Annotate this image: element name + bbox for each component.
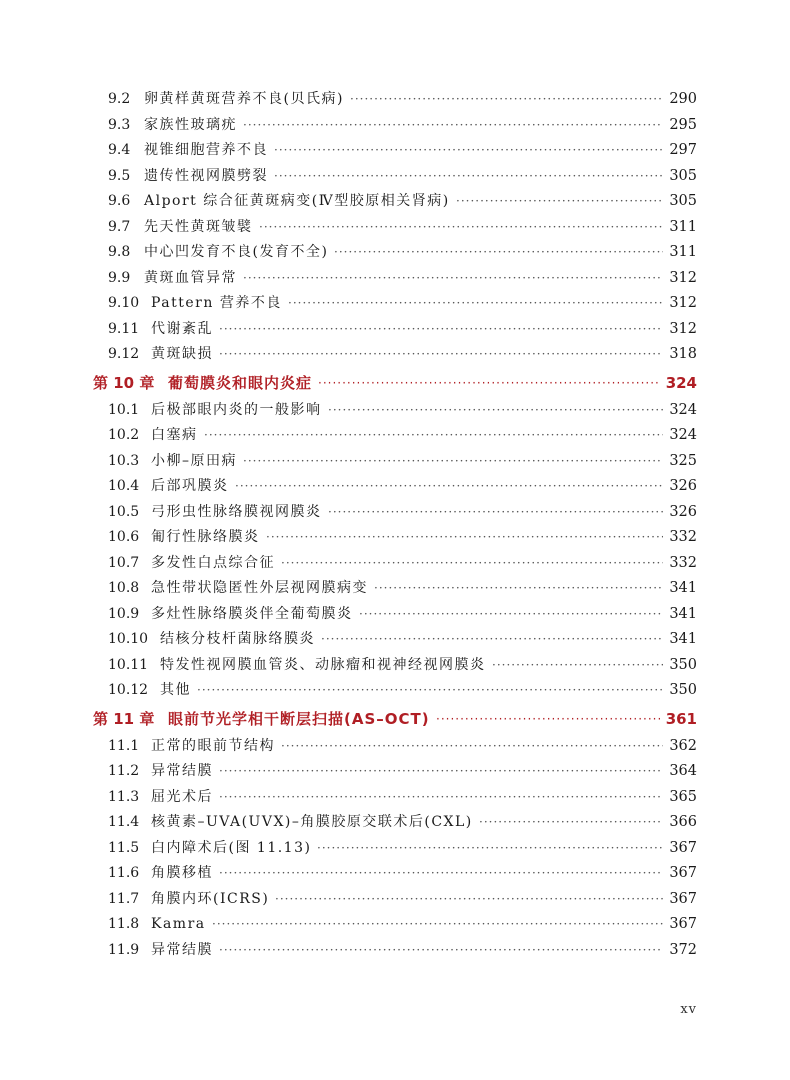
section-number: 10.6	[108, 529, 140, 545]
toc-section-row[interactable]	[0, 317, 790, 343]
section-number: 10.7	[108, 554, 140, 571]
page-number: 364	[669, 763, 697, 779]
section-number: 9.4	[108, 142, 131, 158]
page-number: 350	[669, 656, 697, 673]
toc-section-row[interactable]	[0, 525, 790, 551]
toc-section-row[interactable]	[0, 266, 790, 292]
section-number: 9.8	[108, 244, 131, 260]
dot-leader	[479, 810, 663, 836]
page-number: 365	[669, 788, 697, 805]
page-number: 305	[669, 167, 697, 184]
page-number: 362	[669, 737, 697, 754]
toc-section-row[interactable]	[0, 576, 790, 602]
page-number: 350	[669, 682, 697, 698]
dot-leader	[275, 887, 663, 913]
dot-leader	[274, 138, 663, 164]
toc-section-row[interactable]	[0, 474, 790, 500]
section-number: 10.2	[108, 427, 140, 443]
section-number: 10.10	[108, 631, 149, 647]
section-number: 10.11	[108, 656, 149, 673]
section-number: 10.12	[108, 682, 149, 698]
section-title: Kamra	[151, 916, 206, 932]
toc-section-row[interactable]	[0, 653, 790, 679]
section-number: 9.12	[108, 346, 140, 362]
section-title: 中心凹发育不良(发育不全)	[144, 244, 329, 260]
toc-section-row[interactable]	[0, 500, 790, 526]
page-number: 361	[665, 709, 697, 728]
page-number: 324	[665, 373, 697, 392]
section-number: 10.1	[108, 401, 140, 418]
toc-section-row[interactable]	[0, 398, 790, 424]
table-of-contents	[0, 87, 790, 963]
toc-section-row[interactable]	[0, 678, 790, 704]
section-number: 11.4	[108, 814, 140, 830]
toc-section-row[interactable]	[0, 836, 790, 862]
section-title: 特发性视网膜血管炎、动脉瘤和视神经视网膜炎	[160, 656, 486, 673]
section-title: 弓形虫性脉络膜视网膜炎	[151, 503, 322, 520]
page-number: 332	[669, 529, 697, 545]
section-title: 多发性白点综合征	[151, 554, 275, 571]
section-number: 9.10	[108, 295, 140, 311]
dot-leader	[274, 164, 663, 190]
page-number: 341	[669, 580, 697, 596]
toc-chapter-row[interactable]	[0, 705, 790, 733]
page-number: 305	[669, 193, 697, 209]
section-title: 异常结膜	[151, 941, 213, 958]
page-number: 312	[669, 295, 697, 311]
section-number: 9.3	[108, 116, 131, 133]
toc-section-row[interactable]	[0, 164, 790, 190]
dot-leader	[219, 342, 663, 368]
section-number: 9.9	[108, 269, 131, 286]
toc-section-row[interactable]	[0, 215, 790, 241]
dot-leader	[266, 525, 663, 551]
dot-leader	[219, 317, 663, 343]
section-title: 屈光术后	[151, 788, 213, 805]
section-title: 家族性玻璃疣	[144, 116, 237, 133]
section-number: 10.4	[108, 478, 140, 494]
toc-section-row[interactable]	[0, 734, 790, 760]
section-title: 核黄素–UVA(UVX)–角膜胶原交联术后(CXL)	[151, 814, 473, 830]
page-number: 341	[669, 605, 697, 622]
section-number: 10.5	[108, 503, 140, 520]
section-title: 黄斑缺损	[151, 346, 213, 362]
section-title: 后极部眼内炎的一般影响	[151, 401, 322, 418]
dot-leader	[359, 602, 663, 628]
page-number: 325	[669, 452, 697, 469]
page-number: 297	[669, 142, 697, 158]
section-title: 遗传性视网膜劈裂	[144, 167, 268, 184]
page-number: 367	[669, 839, 697, 856]
page-number: 312	[669, 320, 697, 337]
page-number: 332	[669, 554, 697, 571]
section-title: 代谢紊乱	[151, 320, 213, 337]
dot-leader	[281, 551, 663, 577]
section-title: 匍行性脉络膜炎	[151, 529, 260, 545]
dot-leader	[328, 500, 663, 526]
section-number: 11.8	[108, 916, 140, 932]
dot-leader	[219, 938, 663, 964]
page-number: 367	[669, 865, 697, 881]
section-number: 9.11	[108, 320, 140, 337]
section-title: Pattern 营养不良	[151, 295, 282, 311]
chapter-title: 眼前节光学相干断层扫描(AS–OCT)	[168, 709, 430, 728]
toc-section-row[interactable]	[0, 291, 790, 317]
page-number: 367	[669, 916, 697, 932]
page-folio: xv	[680, 1002, 697, 1017]
dot-leader	[259, 215, 663, 241]
section-title: 正常的眼前节结构	[151, 737, 275, 754]
section-title: 角膜内环(ICRS)	[151, 890, 270, 907]
section-title: Alport 综合征黄斑病变(Ⅳ型胶原相关肾病)	[144, 193, 450, 209]
section-number: 9.2	[108, 91, 131, 107]
page-number: 312	[669, 269, 697, 286]
dot-leader	[235, 474, 663, 500]
dot-leader	[492, 653, 663, 679]
toc-section-row[interactable]	[0, 912, 790, 938]
page-number: 311	[669, 244, 697, 260]
section-title: 视锥细胞营养不良	[144, 142, 268, 158]
section-title: 结核分枝杆菌脉络膜炎	[160, 631, 315, 647]
page-number: 311	[669, 218, 697, 235]
section-number: 10.3	[108, 452, 140, 469]
section-number: 11.2	[108, 763, 140, 779]
toc-section-row[interactable]	[0, 240, 790, 266]
page-number: 326	[669, 503, 697, 520]
toc-section-row[interactable]	[0, 627, 790, 653]
dot-leader	[436, 705, 660, 733]
section-title: 角膜移植	[151, 865, 213, 881]
section-number: 11.5	[108, 839, 140, 856]
dot-leader	[318, 369, 660, 397]
dot-leader	[334, 240, 663, 266]
dot-leader	[374, 576, 663, 602]
section-title: 其他	[160, 682, 191, 698]
page-number: 290	[669, 91, 697, 107]
page-number: 341	[669, 631, 697, 647]
section-number: 11.6	[108, 865, 140, 881]
chapter-title: 葡萄膜炎和眼内炎症	[168, 373, 313, 392]
toc-section-row[interactable]	[0, 449, 790, 475]
dot-leader	[197, 678, 663, 704]
dot-leader	[212, 912, 663, 938]
page-number: 324	[669, 427, 697, 443]
toc-section-row[interactable]	[0, 87, 790, 113]
section-title: 急性带状隐匿性外层视网膜病变	[151, 580, 368, 596]
section-title: 卵黄样黄斑营养不良(贝氏病)	[144, 91, 344, 107]
section-number: 10.9	[108, 605, 140, 622]
dot-leader	[350, 87, 663, 113]
dot-leader	[243, 113, 663, 139]
section-title: 异常结膜	[151, 763, 213, 779]
dot-leader	[288, 291, 663, 317]
toc-section-row[interactable]	[0, 423, 790, 449]
toc-section-row[interactable]	[0, 602, 790, 628]
section-number: 9.5	[108, 167, 131, 184]
section-number: 11.3	[108, 788, 140, 805]
dot-leader	[243, 266, 663, 292]
toc-section-row[interactable]	[0, 861, 790, 887]
section-title: 小柳–原田病	[151, 452, 237, 469]
toc-section-row[interactable]	[0, 810, 790, 836]
page-number: 318	[669, 346, 697, 362]
section-title: 黄斑血管异常	[144, 269, 237, 286]
page-number: 326	[669, 478, 697, 494]
section-title: 白塞病	[151, 427, 198, 443]
section-title: 先天性黄斑皱襞	[144, 218, 253, 235]
dot-leader	[204, 423, 663, 449]
toc-chapter-row[interactable]	[0, 369, 790, 397]
section-title: 多灶性脉络膜炎伴全葡萄膜炎	[151, 605, 353, 622]
page-number: 372	[669, 941, 697, 958]
section-number: 10.8	[108, 580, 140, 596]
dot-leader	[219, 785, 663, 811]
toc-section-row[interactable]	[0, 759, 790, 785]
section-number: 9.6	[108, 193, 131, 209]
section-number: 9.7	[108, 218, 131, 235]
page-number: 366	[669, 814, 697, 830]
toc-section-row[interactable]	[0, 887, 790, 913]
toc-section-row[interactable]	[0, 113, 790, 139]
page-number: 295	[669, 116, 697, 133]
dot-leader	[456, 189, 663, 215]
toc-section-row[interactable]	[0, 138, 790, 164]
dot-leader	[328, 398, 663, 424]
page-number: 367	[669, 890, 697, 907]
toc-section-row[interactable]	[0, 189, 790, 215]
toc-section-row[interactable]	[0, 785, 790, 811]
chapter-number: 第 11 章	[93, 709, 155, 728]
dot-leader	[219, 861, 663, 887]
section-number: 11.7	[108, 890, 140, 907]
section-title: 白内障术后(图 11.13)	[151, 839, 312, 856]
section-title: 后部巩膜炎	[151, 478, 229, 494]
toc-section-row[interactable]	[0, 551, 790, 577]
section-number: 11.9	[108, 941, 140, 958]
page-number: 324	[669, 401, 697, 418]
toc-section-row[interactable]	[0, 938, 790, 964]
dot-leader	[243, 449, 663, 475]
dot-leader	[321, 627, 663, 653]
dot-leader	[317, 836, 663, 862]
chapter-number: 第 10 章	[93, 373, 155, 392]
section-number: 11.1	[108, 737, 140, 754]
toc-section-row[interactable]	[0, 342, 790, 368]
dot-leader	[219, 759, 663, 785]
dot-leader	[281, 734, 663, 760]
